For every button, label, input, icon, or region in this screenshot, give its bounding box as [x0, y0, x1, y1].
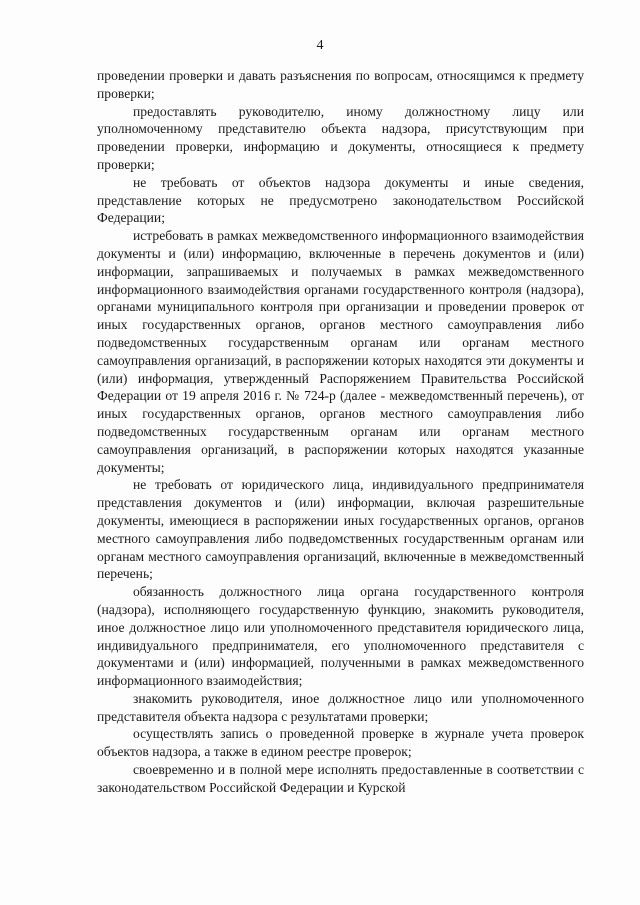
paragraph-7: знакомить руководителя, иное должностное лицо или уполномоченного представителя объекта надзора с результатами проверки;	[97, 690, 584, 724]
paragraph-4: истребовать в рамках межведомственного информационного взаимодействия документы и (или) информацию, включенные в перечень документов и (или) информации, запрашиваемых и получаемых в рамках межведомственного информационного взаимодействия органами государственного контроля (надзора), органами муниципального контроля при организации и проведении проверок от иных государственных органов, органов местного самоуправления либо подведомственных государственным органам или органам местного самоуправления организаций, в распоряжении которых находятся эти документы и (или) информация, утвержденный Распоряжением Правительства Российской Федерации от 19 апреля 2016 г. № 724-р (далее - межведомственный перечень), от иных государственных органов, органов местного самоуправления либо подведомственных государственным органам или органам местного самоуправления организаций, в распоряжении которых находятся указанные документы;	[97, 228, 584, 475]
paragraph-1: проведении проверки и давать разъяснения по вопросам, относящимся к предмету проверки;	[97, 68, 584, 101]
paragraph-2: предоставлять руководителю, иному должностному лицу или уполномоченному представителю объекта надзора, присутствующим при проведении проверки, информацию и документы, относящиеся к предмету проверки;	[97, 103, 584, 172]
paragraph-8: осуществлять запись о проведенной проверке в журнале учета проверок объектов надзора, а также в едином реестре проверок;	[97, 726, 584, 760]
document-body	[97, 67, 584, 797]
page-number: 4	[316, 38, 324, 53]
paragraph-3: не требовать от объектов надзора документы и иные сведения, представление которых не предусмотрено законодательством Российской Федерации;	[97, 174, 584, 226]
paragraph-6: обязанность должностного лица органа государственного контроля (надзора), исполняющего государственную функцию, знакомить руководителя, иное должностное лицо или уполномоченного представителя юридического лица, индивидуального предпринимателя, его уполномоченного представителя с документами и (или) информацией, полученными в рамках межведомственного информационного взаимодействия;	[97, 584, 584, 689]
paragraph-9: своевременно и в полной мере исполнять предоставленные в соответствии с законодательством Российской Федерации и Курской	[97, 762, 584, 795]
paragraph-5: не требовать от юридического лица, индивидуального предпринимателя представления документов и (или) информации, включая разрешительные документы, имеющиеся в распоряжении иных государственных органов, органов местного самоуправления либо подведомственных государственным органам или органам местного самоуправления организаций, включенные в межведомственный перечень;	[97, 477, 584, 582]
